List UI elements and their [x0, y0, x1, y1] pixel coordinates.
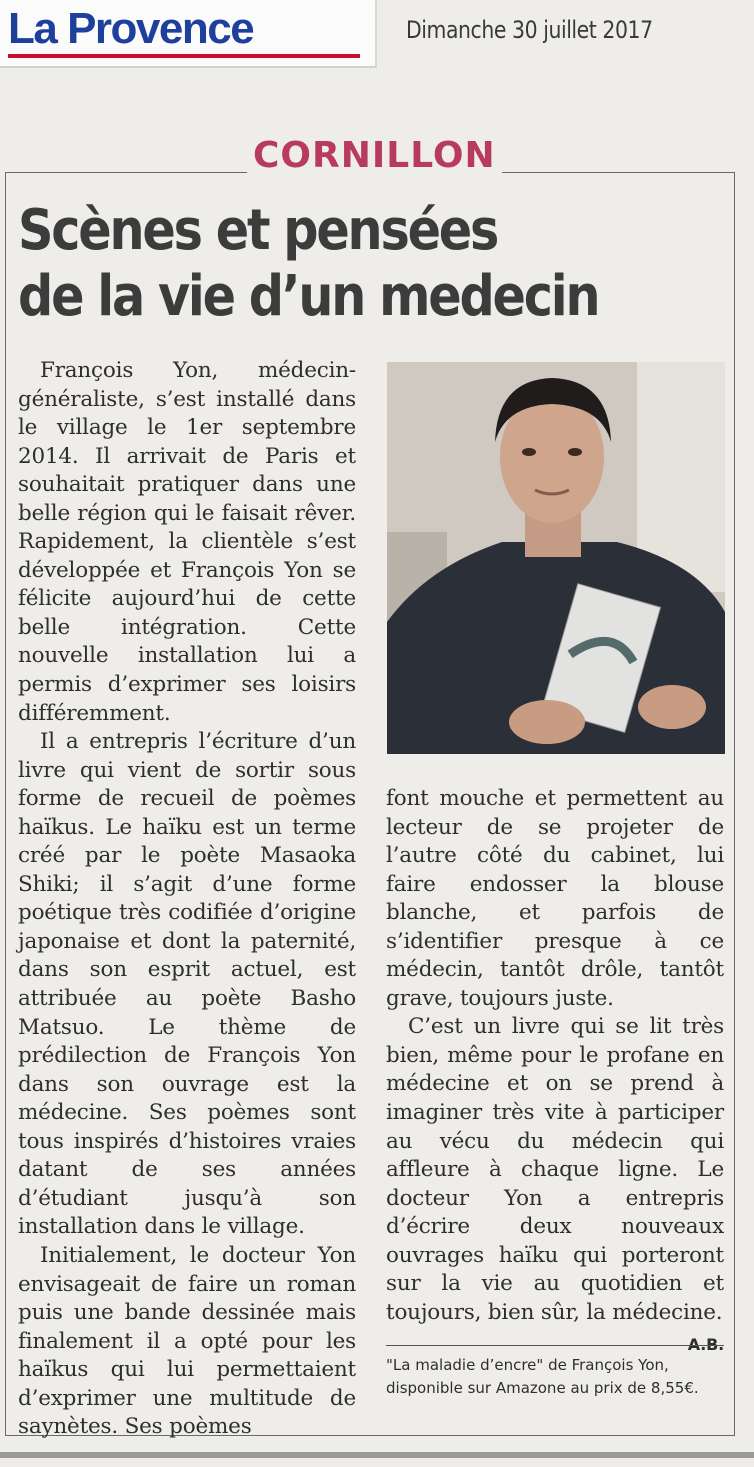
headline-line-2: de la vie d’un medecin	[18, 264, 599, 329]
photo-illustration	[387, 362, 725, 754]
bottom-rule	[0, 1452, 754, 1458]
book-caption: "La maladie d’encre" de François Yon, disponible sur Amazone au prix de 8,55€.	[386, 1345, 724, 1400]
paragraph-text: C’est un livre qui se lit très bien, même pour le profane en médecine et on se prend à imaginer très vite à participer au vécu du médecin qui affleure à chaque ligne. Le docteur Yon a entrepris d’écrire deux nouveaux ouvrages haïku qui porteront sur la vie au quotidien et toujours, bien sûr, la médecine.	[386, 1014, 724, 1325]
headline-line-1: Scènes et pensées	[18, 198, 498, 263]
page-header	[0, 0, 754, 72]
author-signature: A.B.	[687, 1335, 724, 1355]
author-photo	[387, 362, 725, 754]
logo-underline	[8, 54, 360, 58]
paragraph: François Yon, médecin-généraliste, s’est installé dans le village le 1er septembre 2014. Il arrivait de Paris et souhaitait pratiquer dans une belle région qui le faisait rêver. Rapidement, la clientèle s’est développée et François Yon se félicite aujourd’hui de cette belle intégration. Cette nouvelle installation lui a permis d’exprimer ses loisirs différemment.	[18, 358, 356, 726]
masthead-logo-box	[0, 0, 377, 68]
issue-date: Dimanche 30 juillet 2017	[406, 16, 653, 44]
paragraph: Initialement, le docteur Yon envisageait de faire un roman puis une bande dessinée mais finalement il a opté pour les haïkus qui lui permettaient d’exprimer une multitude de saynètes. Ses poèmes	[18, 1242, 356, 1440]
text-column-right	[386, 785, 724, 1360]
text-column-left	[18, 357, 356, 1442]
paragraph	[386, 1013, 724, 1355]
paragraph: Il a entrepris l’écriture d’un livre qui vient de sortir sous forme de recueil de poèmes haïkus. Le haïku est un terme créé par le poète Masaoka Shiki; il s’agit d’une forme poétique très codifiée d’origine japonaise et dont la paternité, dans son esprit actuel, est attribuée au poète Basho Matsuo. Le thème de prédilection de François Yon dans son ouvrage est la médecine. Ses poèmes sont tous inspirés d’histoires vraies datant de ses années d’étudiant jusqu’à son installation dans le village.	[18, 729, 356, 1240]
newspaper-logo: La Provence	[8, 4, 254, 53]
paragraph: font mouche et permettent au lecteur de se projeter de l’autre côté du cabinet, lui faire endosser la blouse blanche, et parfois de s’identifier presque à ce médecin, tantôt drôle, tantôt grave, toujours juste.	[386, 786, 724, 1011]
article-headline	[18, 198, 652, 330]
section-title: CORNILLON	[247, 135, 502, 176]
